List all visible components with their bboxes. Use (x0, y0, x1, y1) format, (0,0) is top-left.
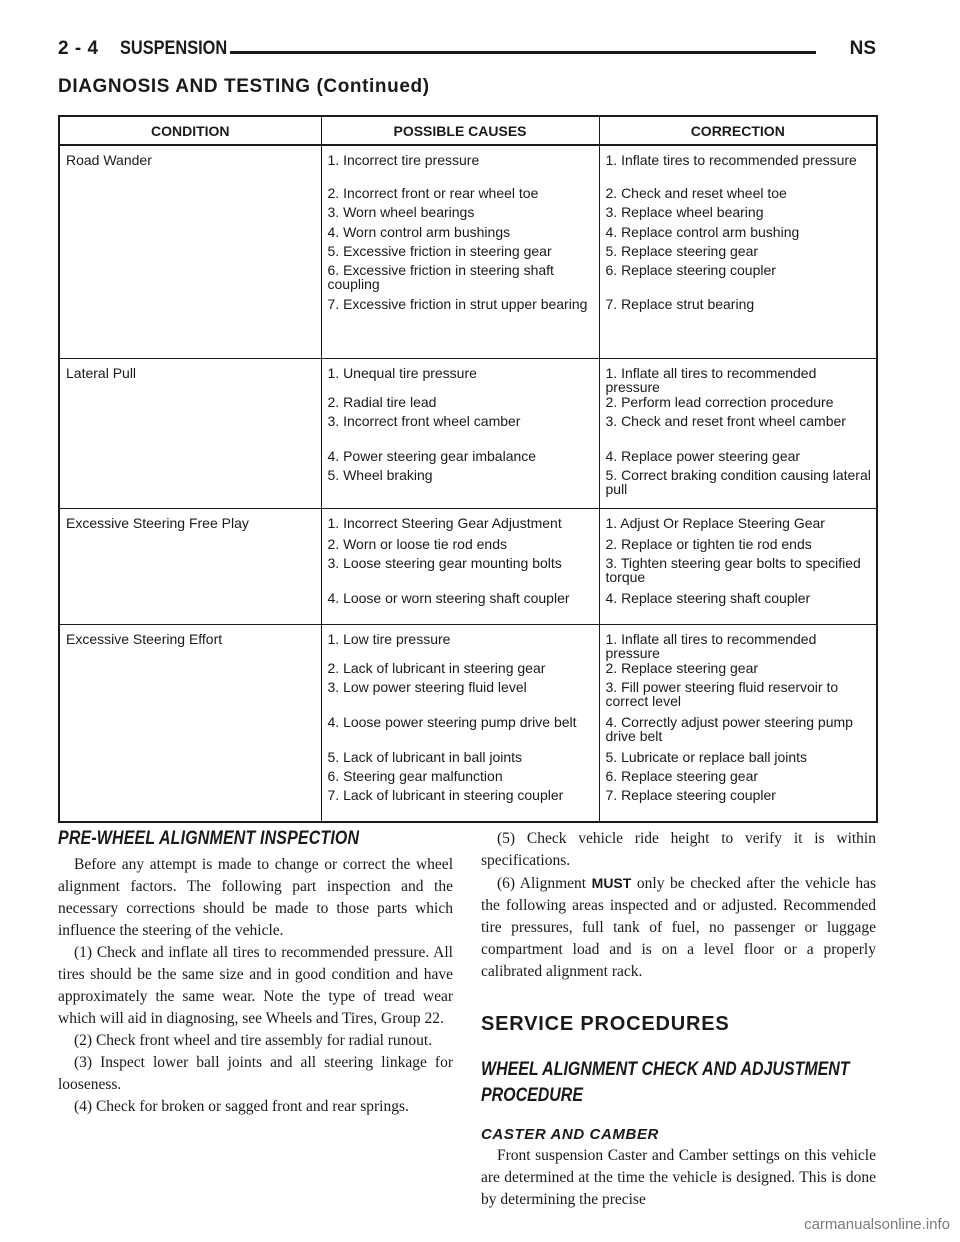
section-title: SUSPENSION (120, 38, 228, 59)
correction-item: 2. Check and reset wheel toe (605, 185, 787, 201)
cause-item: 3. Loose steering gear mounting bolts (327, 554, 562, 571)
correction-item: 7. Replace strut bearing (605, 296, 755, 312)
procedure-heading-line: WHEEL ALIGNMENT CHECK AND ADJUSTMENT (481, 1059, 850, 1080)
left-column (58, 828, 453, 1118)
correction-item: 1. Inflate all tires to recommended pressure (605, 364, 817, 395)
correction-item: 3. Fill power steering fluid reservoir to correct level (605, 678, 839, 709)
table-row (59, 508, 877, 624)
cause-item: 6. Steering gear malfunction (327, 767, 503, 784)
correction-item: 5. Lubricate or replace ball joints (605, 748, 808, 765)
watermark: carmanualsonline.info (804, 1216, 950, 1233)
correction-item: 4. Correctly adjust power steering pump drive belt (605, 713, 853, 744)
cause-item: 3. Incorrect front wheel camber (327, 412, 521, 429)
correction-item: 2. Replace steering gear (605, 659, 759, 676)
correction-item: 3. Replace wheel bearing (605, 204, 764, 220)
cause-item: 4. Worn control arm bushings (327, 224, 511, 240)
table-row (59, 624, 877, 822)
correction-item: 6. Replace steering coupler (605, 262, 776, 278)
right-column (481, 828, 876, 1211)
correction-item: 4. Replace power steering gear (605, 447, 801, 464)
header-rule (230, 51, 816, 54)
cause-item: 5. Wheel braking (327, 466, 433, 483)
page-header (58, 38, 876, 72)
table-row (59, 358, 877, 508)
correction-item: 5. Replace steering gear (605, 243, 759, 259)
service-procedures-heading: SERVICE PROCEDURES (481, 1013, 730, 1035)
cause-item: 4. Loose or worn steering shaft coupler (327, 589, 570, 606)
procedure-heading-line: PROCEDURE (481, 1085, 583, 1106)
cause-item: 2. Incorrect front or rear wheel toe (327, 185, 539, 201)
table-row (59, 145, 877, 358)
correction-item: 3. Tighten steering gear bolts to specified torque (605, 554, 861, 585)
correction-item: 2. Replace or tighten tie rod ends (605, 535, 812, 552)
cause-item: 2. Lack of lubricant in steering gear (327, 659, 546, 676)
caster-camber-heading: CASTER AND CAMBER (481, 1126, 659, 1143)
body-paragraph: Before any attempt is made to change or correct the wheel alignment factors. The following part inspection and the necessary corrections should be made to those parts which influence the steering of the vehicle. (58, 856, 453, 939)
correction-item: 2. Perform lead correction procedure (605, 393, 834, 410)
cause-item: 1. Low tire pressure (327, 630, 451, 647)
body-paragraph: (2) Check front wheel and tire assembly for radial runout. (74, 1032, 433, 1049)
cause-item: 2. Worn or loose tie rod ends (327, 535, 508, 552)
header-correction: CORRECTION (599, 116, 877, 145)
procedure-heading (481, 1057, 850, 1109)
correction-item: 1. Inflate all tires to recommended pressure (605, 630, 817, 661)
condition-cell: Lateral Pull (66, 364, 137, 381)
body-paragraph: (3) Inspect lower ball joints and all steering linkage for looseness. (58, 1054, 453, 1093)
cause-item: 4. Power steering gear imbalance (327, 447, 537, 464)
emphasis-must: MUST (591, 875, 632, 891)
cause-item: 3. Low power steering fluid level (327, 678, 527, 695)
cause-item: 2. Radial tire lead (327, 393, 437, 410)
header-condition: CONDITION (59, 116, 321, 145)
correction-item: 4. Replace control arm bushing (605, 224, 800, 240)
diagnosis-table (58, 115, 878, 823)
correction-item: 1. Adjust Or Replace Steering Gear (605, 514, 825, 531)
cause-item: 1. Unequal tire pressure (327, 364, 477, 381)
cause-item: 6. Excessive friction in steering shaft coupling (327, 262, 554, 292)
condition-cell: Excessive Steering Free Play (66, 514, 249, 531)
body-paragraph: (1) Check and inflate all tires to recommended pressure. All tires should be the same size and in good condition and have approximately the same wear. Note the type of tread wear which will aid in diagnosing, see Wheels and Tires, Group 22. (58, 944, 453, 1027)
header-possible-causes: POSSIBLE CAUSES (321, 116, 599, 145)
page-number: 2 - 4 (58, 38, 99, 59)
correction-item: 5. Correct braking condition causing lateral pull (605, 466, 871, 497)
correction-item: 1. Inflate tires to recommended pressure (605, 152, 857, 168)
inspection-heading: PRE-WHEEL ALIGNMENT INSPECTION (58, 828, 360, 849)
body-paragraph: (4) Check for broken or sagged front and rear springs. (74, 1098, 409, 1115)
cause-item: 3. Worn wheel bearings (327, 204, 475, 220)
condition-cell: Excessive Steering Effort (66, 630, 223, 647)
text-run: (6) Alignment (497, 875, 592, 892)
alignment-paragraph (481, 872, 876, 983)
cause-item: 4. Loose power steering pump drive belt (327, 713, 577, 730)
cause-item: 5. Lack of lubricant in ball joints (327, 748, 523, 765)
cause-item: 7. Lack of lubricant in steering coupler (327, 786, 564, 803)
correction-item: 7. Replace steering coupler (605, 786, 776, 803)
body-paragraph: Front suspension Caster and Camber settings on this vehicle are determined at the time the vehicle is designed. This is done by determining the precise (481, 1147, 876, 1208)
table-header-row (59, 116, 877, 145)
condition-cell: Road Wander (66, 152, 152, 168)
model-code: NS (849, 38, 876, 59)
correction-item: 6. Replace steering gear (605, 767, 759, 784)
correction-item: 3. Check and reset front wheel camber (605, 412, 846, 429)
correction-item: 4. Replace steering shaft coupler (605, 589, 811, 606)
continued-heading: DIAGNOSIS AND TESTING (Continued) (58, 76, 430, 97)
cause-item: 1. Incorrect Steering Gear Adjustment (327, 514, 562, 531)
cause-item: 5. Excessive friction in steering gear (327, 243, 552, 259)
body-paragraph: (5) Check vehicle ride height to verify it is within specifications. (481, 830, 876, 869)
cause-item: 1. Incorrect tire pressure (327, 152, 480, 168)
text-run: only be checked after the vehicle has the following areas inspected and or adjusted. Recommended tire pressures, full tank of fuel, no passenger or luggage compartment load and is on a level floor or a properly calibrated alignment rack. (481, 875, 876, 980)
cause-item: 7. Excessive friction in strut upper bearing (327, 296, 588, 312)
